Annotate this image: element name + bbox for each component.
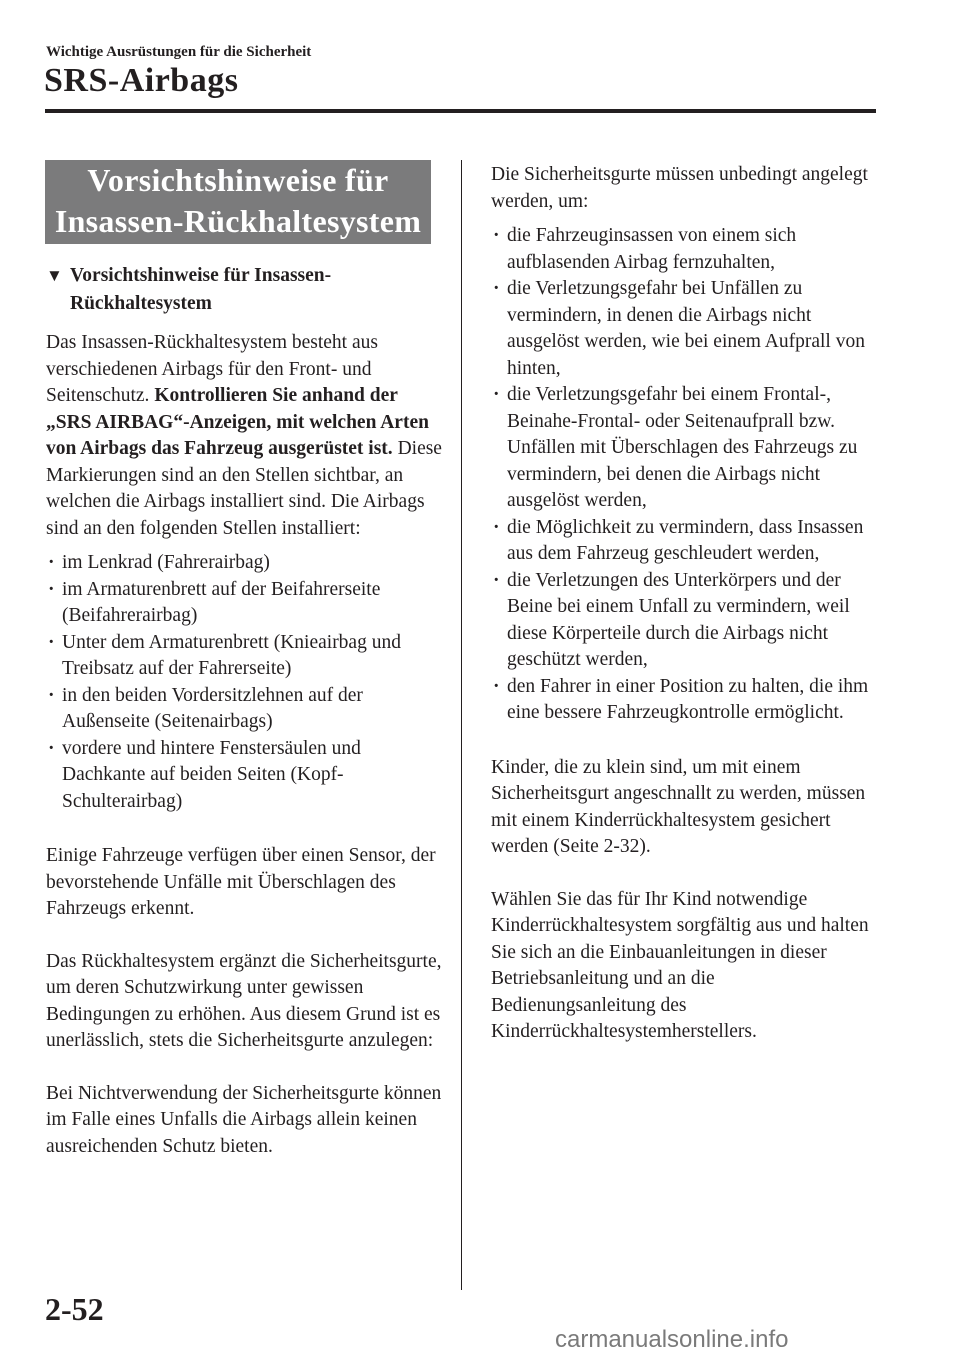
page-title: SRS-Airbags: [44, 62, 239, 99]
list-item: · im Armaturenbrett auf der Beifahrerseite (Beifahrerairbag): [44, 577, 446, 630]
airbag-locations-list: [46, 550, 446, 815]
triangle-marker-icon: ▼: [46, 266, 63, 285]
right-column: [491, 162, 881, 1046]
nonuse-paragraph: Bei Nichtverwendung der Sicherheitsgurte können im Falle eines Unfalls die Airbags allein keinen ausreichenden Schutz bieten.: [46, 1082, 442, 1157]
banner-line-2: Insassen-Rückhaltesystem: [54, 203, 422, 239]
subsection-heading-text: Vorsichtshinweise für Insassen-Rückhaltesystem: [70, 265, 332, 314]
header-divider: [45, 109, 876, 113]
restraint-paragraph: Das Rückhaltesystem ergänzt die Sicherheitsgurte, um deren Schutzwirkung unter gewissen Bedingungen zu erhöhen. Aus diesem Grund ist es unerlässlich, stets die Sicherheitsgurte anzulegen:: [46, 950, 442, 1051]
list-item: · die Fahrzeuginsassen von einem sich aufblasenden Airbag fernzuhalten,: [489, 223, 881, 276]
list-item: · in den beiden Vordersitzlehnen auf der Außenseite (Seitenairbags): [44, 683, 446, 736]
children-paragraph: Kinder, die zu klein sind, um mit einem Sicherheitsgurt angeschnallt zu werden, müssen mit einem Kinderrückhaltesystem gesichert werden (Seite 2-32).: [491, 756, 866, 857]
intro-paragraph: [46, 330, 446, 542]
intro-bold-text: Kontrollieren Sie anhand der „SRS AIRBAG“-Anzeigen, mit welchen Arten von Airbags das Fahrzeug ausgerüstet ist.: [46, 385, 429, 459]
section-banner: [45, 160, 431, 244]
intro-tail-text: Diese Markierungen sind an den Stellen sichtbar, an welchen die Airbags installiert sind. Die Airbags sind an den folgenden Stellen installiert:: [46, 438, 442, 539]
belts-intro-paragraph: Die Sicherheitsgurte müssen unbedingt angelegt werden, um:: [491, 164, 868, 212]
list-item: · im Lenkrad (Fahrerairbag): [44, 550, 446, 577]
list-item: · die Verletzungen des Unterkörpers und der Beine bei einem Unfall zu vermindern, weil diese Körperteile durch die Airbags nicht geschützt werden,: [489, 568, 881, 674]
banner-line-1: Vorsichtshinweise für: [87, 162, 389, 198]
belt-reasons-list: [491, 223, 881, 727]
watermark: carmanualsonline.info: [555, 1326, 789, 1353]
list-item: · die Verletzungsgefahr bei Unfällen zu vermindern, in denen die Airbags nicht ausgelöst werden, wie bei einem Aufprall von hinten,: [489, 276, 881, 382]
left-column: [46, 262, 446, 1160]
child-seat-paragraph: Wählen Sie das für Ihr Kind notwendige Kinderrückhaltesystem sorgfältig aus und halten Sie sich an die Einbauanleitungen in dieser Betriebsanleitung und an die Bedienungsanleitung des Kinderrückhaltesystemherstellers.: [491, 888, 869, 1042]
list-item: · vordere und hintere Fenstersäulen und Dachkante auf beiden Seiten (Kopf-Schulterairbag): [44, 736, 446, 816]
column-divider: [461, 160, 462, 1290]
intro-text: Das Insassen-Rückhaltesystem besteht aus verschiedenen Airbags für den Front- und Seitenschutz.: [46, 332, 378, 406]
list-item: · die Möglichkeit zu vermindern, dass Insassen aus dem Fahrzeug geschleudert werden,: [489, 515, 881, 568]
list-item: · den Fahrer in einer Position zu halten, die ihm eine bessere Fahrzeugkontrolle ermöglicht.: [489, 674, 881, 727]
page-number: 2-52: [45, 1291, 104, 1327]
list-item: · die Verletzungsgefahr bei einem Frontal-, Beinahe-Frontal- oder Seitenaufprall bzw. Unfällen mit Überschlagen des Fahrzeugs zu vermindern, bei denen die Airbags nicht ausgelöst werden,: [489, 382, 881, 515]
list-item: · Unter dem Armaturenbrett (Knieairbag und Treibsatz auf der Fahrerseite): [44, 630, 446, 683]
section-subtitle: Wichtige Ausrüstungen für die Sicherheit: [46, 44, 312, 60]
subsection-heading: [46, 262, 446, 318]
sensor-paragraph: Einige Fahrzeuge verfügen über einen Sensor, der bevorstehende Unfälle mit Überschlagen des Fahrzeugs erkennt.: [46, 845, 436, 919]
